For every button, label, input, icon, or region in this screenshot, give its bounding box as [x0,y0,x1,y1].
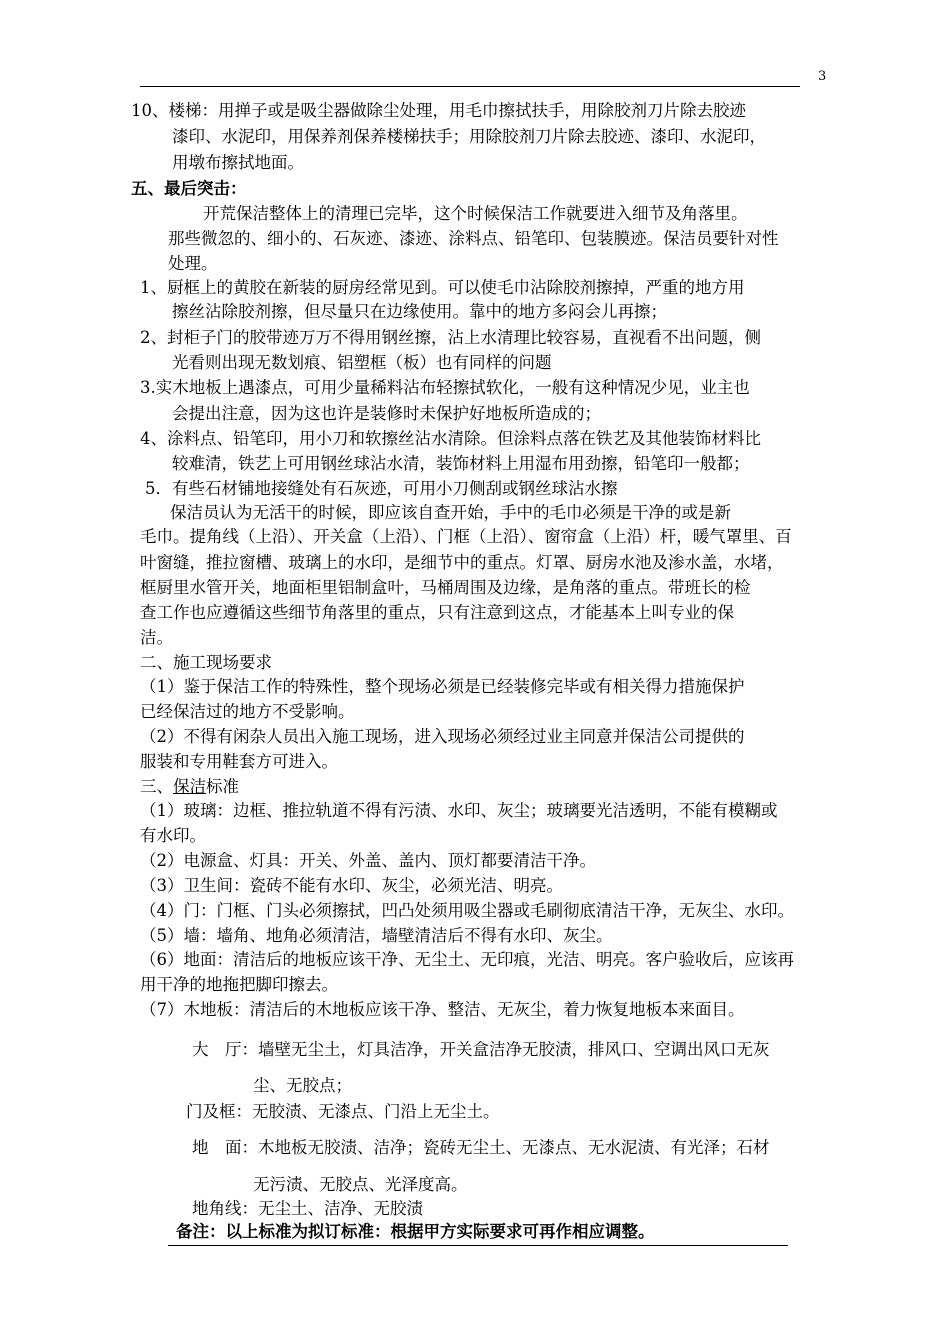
text-line: 漆印、水泥印，用保养剂保养楼梯扶手；用除胶剂刀片除去胶迹、漆印、水泥印， [172,127,766,146]
text-line: 用墩布擦拭地面。 [172,153,304,172]
text-line: 10、楼梯：用掸子或是吸尘器做除尘处理，用毛巾擦拭扶手，用除胶剂刀片除去胶迹 [131,101,746,120]
footnote: 备注：以上标准为拟订标准：根据甲方实际要求可再作相应调整。 [176,1222,655,1241]
text-line: 服装和专用鞋套方可进入。 [140,752,338,771]
section-heading: 二、施工现场要求 [140,653,272,672]
text-line: 尘、无胶点； [253,1076,352,1095]
text-line: 大 厅：墙壁无尘土，灯具洁净，开关盒洁净无胶渍，排风口、空调出风口无灰 [192,1040,770,1059]
text-line: 那些微忽的、细小的、石灰迹、漆迹、涂料点、铅笔印、包装膜迹。保洁员要针对性 [168,229,779,248]
text-line: 开荒保洁整体上的清理已完毕，这个时候保洁工作就要进入细节及角落里。 [203,204,748,223]
text-line: 洁。 [140,628,173,647]
text-line: 框厨里水管开关，地面柜里铝制盒叶，马桶周围及边缘，是角落的重点。带班长的检 [140,578,751,597]
text-line: 处理。 [168,254,218,273]
text-line: 门及框：无胶渍、无漆点、门沿上无尘土。 [186,1102,500,1121]
text-line: 2、封柜子门的胶带迹万万不得用钢丝擦，沾上水清理比较容易，直视看不出问题，侧 [140,328,761,347]
text-line: 会提出注意，因为这也许是装修时未保护好地板所造成的； [172,404,601,423]
text-line: （2）电源盒、灯具：开关、外盖、盖内、顶灯都要清洁干净。 [140,851,596,870]
heading-text: 标准 [206,777,239,796]
text-line: （7）木地板：清洁后的木地板应该干净、整洁、无灰尘，着力恢复地板本来面目。 [140,1000,745,1019]
text-line: 较难清，铁艺上可用钢丝球沾水清，装饰材料上用湿布用劲擦，铅笔印一般都； [172,454,750,473]
text-line: 5．有些石材铺地接缝处有石灰迹，可用小刀侧刮或钢丝球沾水擦 [145,479,618,498]
section-heading [140,777,239,799]
text-line: 有水印。 [140,826,206,845]
text-line: （2）不得有闲杂人员出入施工现场，进入现场必须经过业主同意并保洁公司提供的 [140,727,745,746]
text-line: （1）鉴于保洁工作的特殊性，整个现场必须是已经装修完毕或有相关得力措施保护 [140,677,745,696]
text-line: 3.实木地板上遇漆点，可用少量稀料沾布轻擦拭软化，一般有这种情况少见，业主也 [140,378,750,397]
footer-rule [168,1245,788,1246]
text-line: 光看则出现无数划痕、铝塑框（板）也有同样的问题 [172,353,552,372]
text-line: （6）地面：清洁后的地板应该干净、无尘土、无印痕，光洁、明亮。客户验收后，应该再 [140,950,794,969]
text-line: 地角线：无尘土、洁净、无胶渍 [192,1199,423,1218]
text-line: 用干净的地拖把脚印擦去。 [140,975,338,994]
section-heading: 五、最后突击： [131,179,247,198]
underlined-term: 保洁 [173,777,206,796]
text-line: 无污渍、无胶点、光泽度高。 [253,1175,468,1194]
text-line: 地 面：木地板无胶渍、洁净；瓷砖无尘土、无漆点、无水泥渍、有光泽；石材 [192,1138,770,1157]
text-line: 擦丝沾除胶剂擦，但尽量只在边缘使用。靠中的地方多闷会儿再擦； [172,302,667,321]
text-line: 1、厨框上的黄胶在新装的厨房经常见到。可以使毛巾沾除胶剂擦掉，严重的地方用 [140,278,745,297]
text-line: （3）卫生间：瓷砖不能有水印、灰尘，必须光洁、明亮。 [140,876,563,895]
text-line: （5）墙：墙角、地角必须清洁，墙壁清洁后不得有水印、灰尘。 [140,926,613,945]
text-line: 已经保洁过的地方不受影响。 [140,702,355,721]
header-rule [140,86,800,87]
text-line: （1）玻璃：边框、推拉轨道不得有污渍、水印、灰尘；玻璃要光洁透明，不能有模糊或 [140,801,778,820]
page-number: 3 [818,69,827,84]
text-line: 毛巾。提角线（上沿）、开关盒（上沿）、门框（上沿）、窗帘盒（上沿）杆，暖气罩里、百 [140,527,792,546]
heading-number: 三、 [140,777,173,796]
text-line: 查工作也应遵循这些细节角落里的重点，只有注意到这点，才能基本上叫专业的保 [140,603,734,622]
text-line: 保洁员认为无活干的时候，即应该自查开始，手中的毛巾必须是干净的或是新 [170,503,731,522]
text-line: （4）门：门框、门头必须擦拭，凹凸处须用吸尘器或毛刷彻底清洁干净，无灰尘、水印。 [140,901,794,920]
text-line: 4、涂料点、铅笔印，用小刀和软擦丝沾水清除。但涂料点落在铁艺及其他装饰材料比 [140,429,761,448]
text-line: 叶窗缝，推拉窗槽、玻璃上的水印，是细节中的重点。灯罩、厨房水池及渗水盖，水堵， [140,553,784,572]
